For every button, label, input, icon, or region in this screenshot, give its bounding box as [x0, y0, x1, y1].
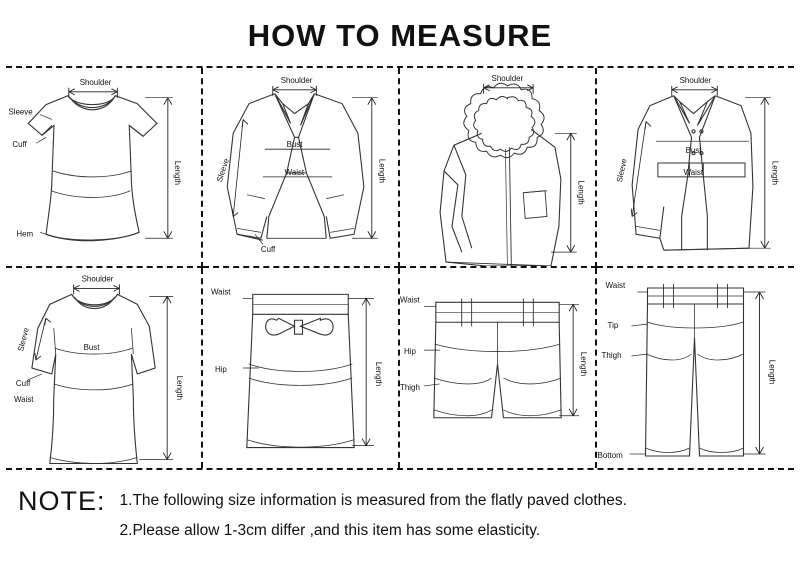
- label-tip: Tip: [607, 321, 619, 330]
- label-thigh: Thigh: [601, 351, 622, 360]
- label-shoulder: Shoulder: [79, 77, 112, 87]
- garment-grid: [6, 66, 794, 470]
- label-waist: Waist: [683, 167, 704, 177]
- garment-cell-shorts: [400, 268, 597, 468]
- garment-cell-tshirt: [6, 68, 203, 268]
- label-length: Length: [770, 160, 780, 186]
- garment-cell-pants: [597, 268, 794, 468]
- label-shoulder: Shoulder: [491, 73, 524, 83]
- label-length: Length: [172, 160, 182, 186]
- note-line-1: 1.The following size information is measured from the flatly paved clothes.: [119, 492, 627, 509]
- label-bust: Bust: [286, 140, 303, 150]
- garment-cell-bodycon-dress: [6, 268, 203, 468]
- note-line-2: 2.Please allow 1-3cm differ ,and this item has some elasticity.: [119, 522, 541, 539]
- label-sleeve: Sleeve: [16, 326, 31, 353]
- garment-cell-fur-hood-coat: [400, 68, 597, 268]
- label-hem: Hem: [16, 229, 34, 239]
- garment-cell-blazer: [203, 68, 400, 268]
- label-sleeve: Sleeve: [214, 157, 231, 184]
- label-waist: Waist: [210, 287, 231, 297]
- note-label: NOTE:: [18, 486, 106, 516]
- label-hip: Hip: [214, 364, 227, 374]
- label-cuff: Cuff: [260, 245, 276, 255]
- label-cuff: Cuff: [12, 140, 27, 150]
- label-length: Length: [175, 375, 185, 401]
- label-length: Length: [576, 180, 586, 205]
- label-shoulder: Shoulder: [280, 75, 313, 85]
- garment-cell-trench-coat: [597, 68, 794, 268]
- label-waist: Waist: [13, 394, 34, 404]
- label-sleeve: Sleeve: [614, 157, 629, 184]
- label-length: Length: [579, 351, 589, 377]
- page-title: HOW TO MEASURE: [247, 18, 553, 53]
- label-length: Length: [767, 359, 777, 385]
- label-hip: Hip: [403, 347, 416, 357]
- label-shoulder: Shoulder: [679, 75, 712, 85]
- label-waist: Waist: [284, 167, 305, 177]
- label-cuff: Cuff: [15, 378, 31, 388]
- label-bust: Bust: [685, 146, 702, 156]
- label-bottom: Bottom: [597, 451, 623, 460]
- label-waist: Waist: [605, 281, 626, 290]
- label-sleeve: Sleeve: [8, 107, 33, 117]
- note-section: [0, 484, 800, 540]
- label-thigh: Thigh: [400, 382, 420, 392]
- label-length: Length: [374, 361, 384, 387]
- garment-cell-skirt: [203, 268, 400, 468]
- label-length: Length: [377, 158, 387, 184]
- label-bust: Bust: [83, 343, 100, 353]
- label-shoulder: Shoulder: [81, 274, 114, 284]
- label-waist: Waist: [400, 295, 420, 305]
- note-lines: [120, 484, 627, 540]
